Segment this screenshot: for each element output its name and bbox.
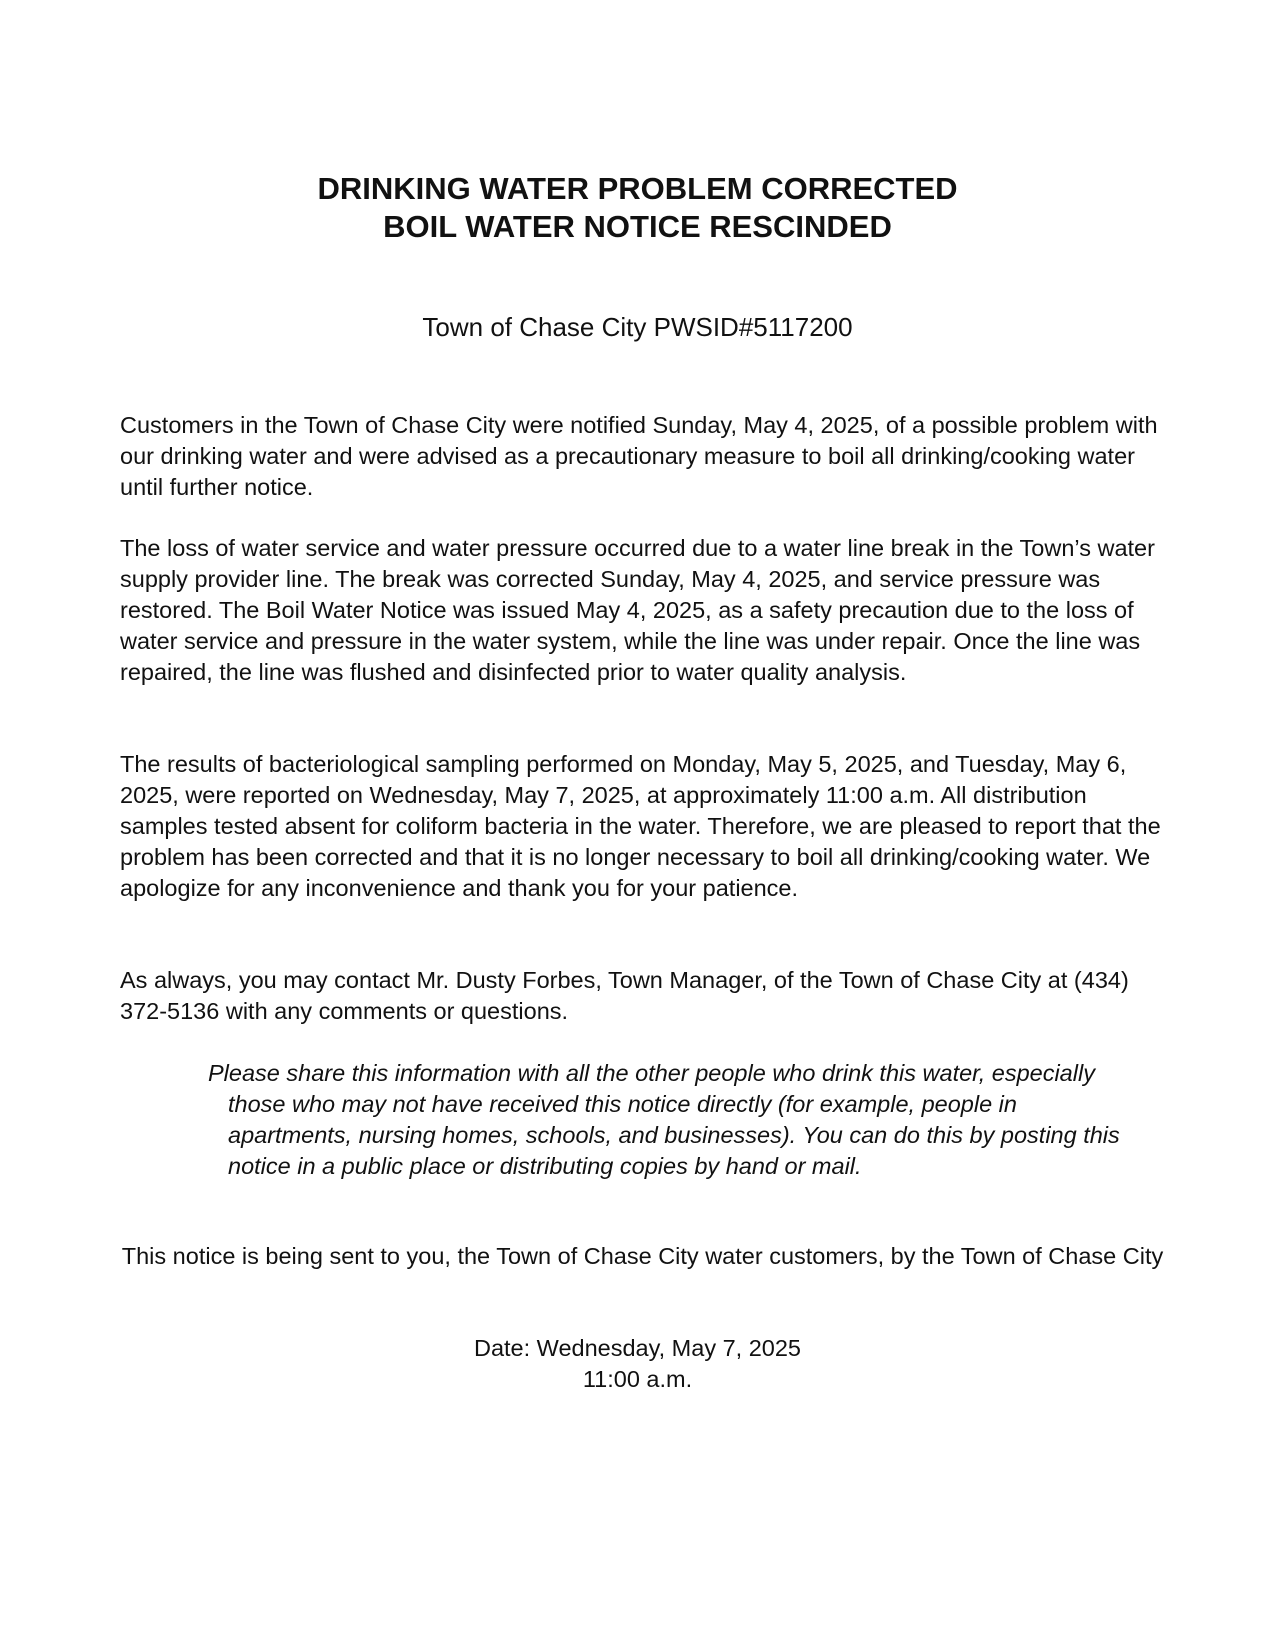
title-line-1: DRINKING WATER PROBLEM CORRECTED bbox=[317, 171, 958, 206]
water-system-id: Town of Chase City PWSID#5117200 bbox=[422, 312, 853, 342]
share-notice: Please share this information with all the other people who drink this water, especially those who may not have received this notice directly (for example, people in apartments, nursing homes, schools, and businesses). You can do this by posting this notice in a public place or distributing copies by hand or mail. bbox=[208, 1060, 1120, 1179]
date-block bbox=[0, 1333, 1275, 1395]
paragraph-cause: The loss of water service and water pressure occurred due to a water line break in the Town’s water supply provider line. The break was corrected Sunday, May 4, 2025, and service pressure was restored. The Boil Water Notice was issued May 4, 2025, as a safety precaution due to the loss of water service and pressure in the water system, while the line was under repair. Once the line was repaired, the line was flushed and disinfected prior to water quality analysis. bbox=[120, 535, 1155, 685]
paragraph-contact: As always, you may contact Mr. Dusty Forbes, Town Manager, of the Town of Chase City at (434) 372-5136 with any comments or questions. bbox=[120, 967, 1129, 1024]
paragraph-notification: Customers in the Town of Chase City were notified Sunday, May 4, 2025, of a possible problem with our drinking water and were advised as a precautionary measure to boil all drinking/cooking water until further notice. bbox=[120, 412, 1158, 500]
sender-statement: This notice is being sent to you, the Town of Chase City water customers, by the Town of Chase City bbox=[121, 1243, 1164, 1269]
date-line: Date: Wednesday, May 7, 2025 bbox=[473, 1335, 801, 1361]
paragraph-results: The results of bacteriological sampling performed on Monday, May 5, 2025, and Tuesday, May 6, 2025, were reported on Wednesday, May 7, 2025, at approximately 11:00 a.m. All distribution samples tested absent for coliform bacteria in the water. Therefore, we are pleased to report that the problem has been corrected and that it is no longer necessary to boil all drinking/cooking water. We apologize for any inconvenience and thank you for your patience. bbox=[120, 751, 1161, 901]
notice-title bbox=[0, 170, 1275, 246]
title-line-2: BOIL WATER NOTICE RESCINDED bbox=[383, 209, 892, 244]
time-line: 11:00 a.m. bbox=[582, 1366, 693, 1392]
